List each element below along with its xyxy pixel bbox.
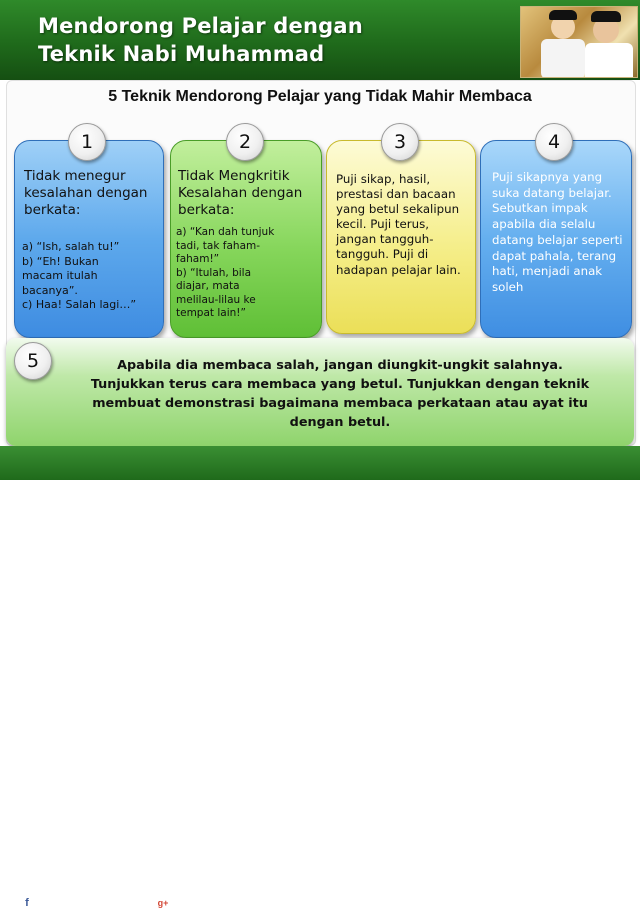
number-badge-5: 5	[14, 342, 52, 380]
card-1-examples: a) “Ish, salah tu!” b) “Eh! Bukan macam itulah bacanya”. c) Haa! Salah lagi…”	[22, 240, 137, 311]
footer-bar	[0, 446, 640, 909]
band-5-text: Apabila dia membaca salah, jangan diungkit-ungkit salahnya. Tunjukkan terus cara membaca yang betul. Tunjukkan dengan teknik membuat demonstrasi bagaimana membaca perkataan atau ayat itu dengan betul.	[90, 358, 590, 430]
card-2-heading: Tidak Mengkritik Kesalahan dengan berkata:	[178, 168, 303, 218]
card-4-text: Puji sikapnya yang suka datang belajar. Sebutkan impak apabila dia selalu datang belajar seperti dapat pahala, terang hati, menjadi anak soleh	[492, 170, 623, 294]
number-badge-2: 2	[226, 123, 264, 161]
header-bar	[0, 0, 640, 80]
card-2-examples: a) “Kan dah tunjuk tadi, tak faham- faham!” b) “Itulah, bila diajar, mata melilau-lilau ke tempat lain!”	[176, 226, 275, 319]
facebook-icon[interactable]: f	[20, 896, 34, 910]
students-photo	[520, 6, 638, 78]
songkok-cap	[591, 11, 621, 22]
google-plus-icon[interactable]: g+	[157, 898, 169, 908]
section-heading: 5 Teknik Mendorong Pelajar yang Tidak Mahir Membaca	[108, 88, 532, 105]
number-badge-4: 4	[535, 123, 573, 161]
student-shirt	[585, 43, 633, 78]
blog-link[interactable]: ustazah-engineer.blogspot.com	[174, 897, 313, 908]
credit-text: Pengasas Teknik Gaya Nabi Muhammad : Tim Hadith Psikologi	[340, 897, 620, 908]
songkok-cap	[549, 10, 577, 20]
author-name: Nurhidayah Jaafar	[40, 897, 122, 908]
number-badge-1: 1	[68, 123, 106, 161]
number-badge-3: 3	[381, 123, 419, 161]
card-3-text: Puji sikap, hasil, prestasi dan bacaan yang betul sekalipun kecil. Puji terus, jangan tangguh-tangguh. Puji di hadapan pelajar lain.	[336, 172, 461, 277]
page-title: Mendorong Pelajar dengan Teknik Nabi Muhammad	[38, 14, 363, 66]
student-shirt	[541, 39, 585, 78]
card-1-heading: Tidak menegur kesalahan dengan berkata:	[24, 168, 148, 218]
